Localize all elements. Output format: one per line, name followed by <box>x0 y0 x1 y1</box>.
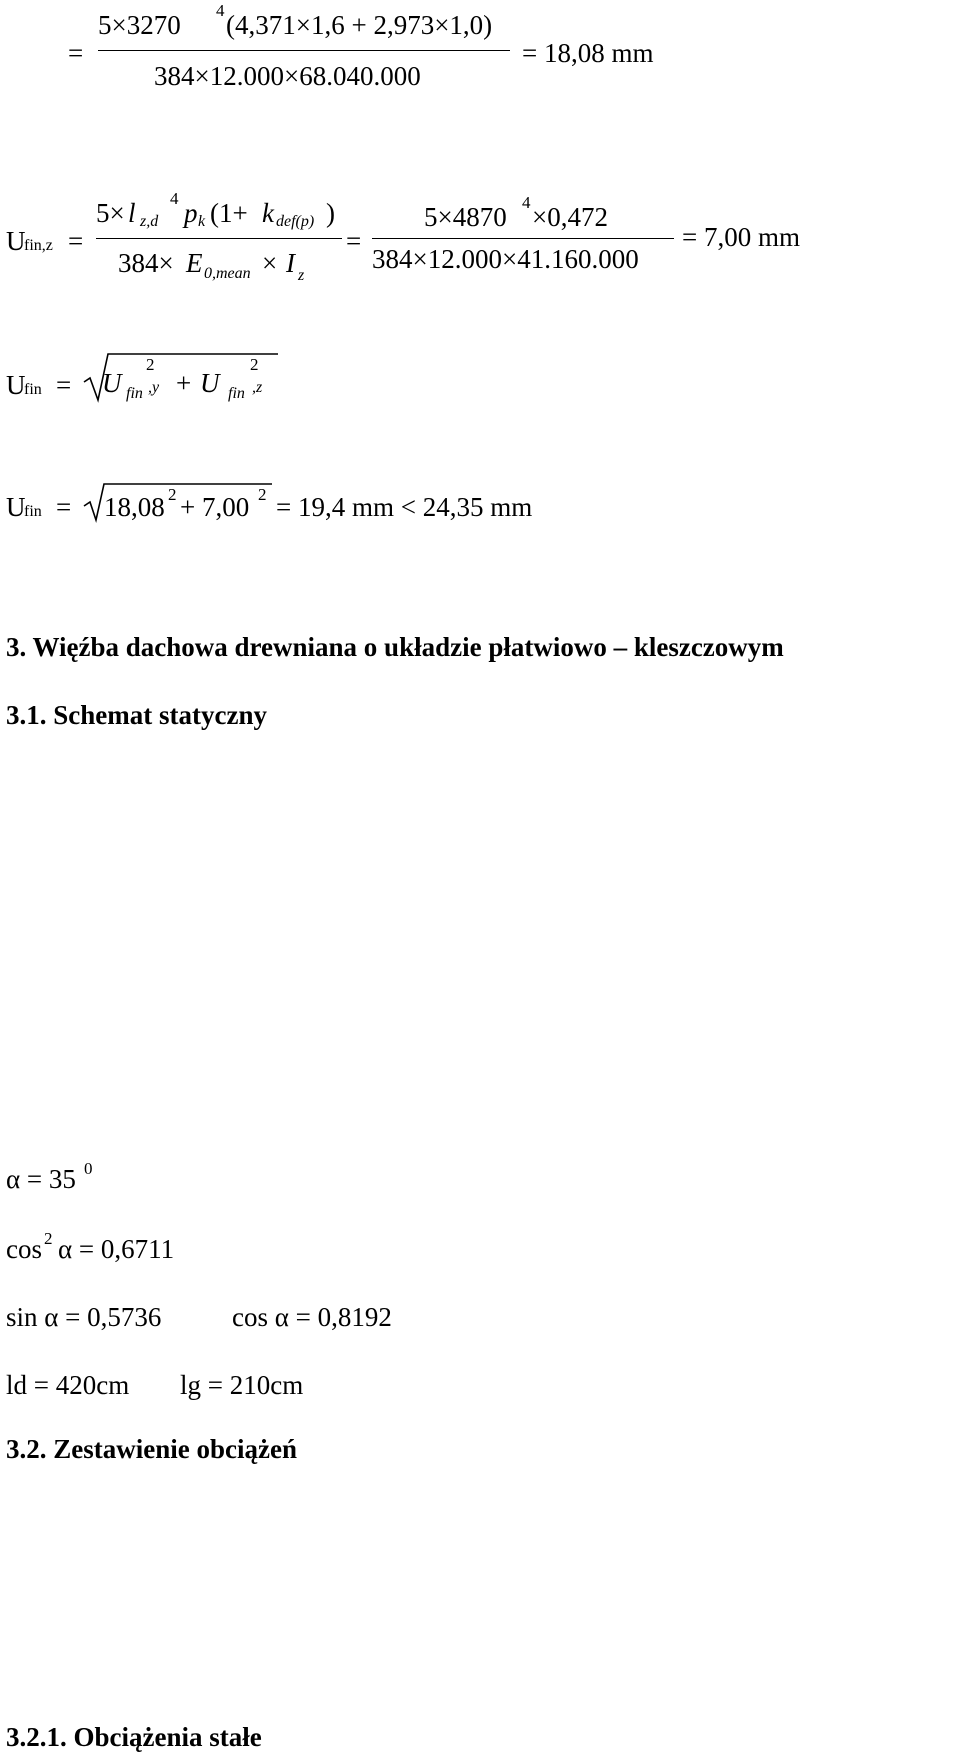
ld-line: ld = 420cm <box>6 1370 130 1400</box>
eq2-equals: = <box>68 226 84 256</box>
cos2-exponent: 2 <box>44 1229 53 1248</box>
alpha-exponent: 0 <box>84 1159 93 1178</box>
eq2-f1-five: 5× <box>96 198 125 228</box>
eq1-numerator-a: 5×3270 <box>98 10 181 40</box>
eq3-lhs: U <box>6 370 26 400</box>
eq2-f1-E: E <box>186 248 203 278</box>
eq2-result: = 7,00 mm <box>682 222 800 252</box>
eq3-u1-subscript: fin <box>126 385 143 402</box>
eq2-f1-den-384: 384× <box>118 248 174 278</box>
eq2-f2-numerator-a: 5×4870 <box>424 202 507 232</box>
eq1-denominator: 384×12.000×68.040.000 <box>154 61 421 91</box>
heading-section-3-2: 3.2. Zestawienie obciążeń <box>6 1434 297 1464</box>
eq2-f1-paren-open: (1+ <box>210 198 248 228</box>
eq3-plus: + <box>176 368 192 398</box>
eq2-f2-denominator: 384×12.000×41.160.000 <box>372 244 639 274</box>
eq3-u2-comma: ,z <box>252 379 263 396</box>
heading-section-3: 3. Więźba dachowa drewniana o układzie płatwiowo – kleszczowym <box>6 632 784 662</box>
cos2-label: cos <box>6 1234 42 1264</box>
eq2-f1-I-subscript: z <box>298 267 305 284</box>
cos-alpha-line: cos α = 0,8192 <box>232 1302 392 1332</box>
eq1-result: = 18,08 mm <box>522 38 654 68</box>
eq2-f2-numerator-b: ×0,472 <box>532 202 608 232</box>
sin-alpha-line: sin α = 0,5736 <box>6 1302 162 1332</box>
eq1-fraction-bar <box>98 50 510 51</box>
eq3-u1-exponent: 2 <box>146 355 155 374</box>
eq2-lhs-subscript: fin,z <box>24 237 53 254</box>
eq4-plus-b: + 7,00 <box>180 492 250 522</box>
eq2-f1-l-subscript: z,d <box>140 213 159 230</box>
eq4-result: = 19,4 mm < 24,35 mm <box>276 492 533 522</box>
eq3-u2-exponent: 2 <box>250 355 259 374</box>
eq3-u1-comma: ,y <box>148 379 160 396</box>
eq2-f1-times: × <box>262 248 278 278</box>
eq3-u2: U <box>200 368 220 398</box>
eq4-lhs-subscript: fin <box>24 503 42 520</box>
eq4-equals: = <box>56 492 72 522</box>
eq3-lhs-subscript: fin <box>24 381 42 398</box>
eq2-f1-p: p <box>184 198 198 228</box>
heading-section-3-1: 3.1. Schemat statyczny <box>6 700 267 730</box>
eq2-lhs: U <box>6 226 26 256</box>
eq2-f1-I: I <box>286 248 295 278</box>
eq2-f1-fraction-bar <box>96 238 342 239</box>
eq4-b-exponent: 2 <box>258 485 267 504</box>
eq2-f1-k: k <box>262 198 274 228</box>
eq2-f1-l: l <box>128 198 136 228</box>
eq2-f1-l-exponent: 4 <box>170 189 179 208</box>
eq2-mid-equals: = <box>346 226 362 256</box>
cos2-value: α = 0,6711 <box>58 1234 175 1264</box>
eq4-a: 18,08 <box>104 492 165 522</box>
eq3-u1: U <box>102 368 122 398</box>
eq2-f2-numerator-exponent: 4 <box>522 193 531 212</box>
eq2-f1-p-subscript: k <box>198 213 206 230</box>
eq3-u2-subscript: fin <box>228 385 245 402</box>
eq2-f1-k-subscript: def(p) <box>276 213 315 230</box>
eq2-f1-paren-close: ) <box>326 198 335 228</box>
eq1-numerator-exponent: 4 <box>216 1 225 20</box>
alpha-value: α = 35 <box>6 1164 76 1194</box>
eq1-numerator-b: (4,371×1,6 + 2,973×1,0) <box>226 10 493 40</box>
eq1-equals: = <box>68 38 84 68</box>
eq2-f2-fraction-bar <box>372 238 674 239</box>
lg-line: lg = 210cm <box>180 1370 304 1400</box>
eq4-lhs: U <box>6 492 26 522</box>
eq2-f1-E-subscript: 0,mean <box>204 265 251 282</box>
eq4-a-exponent: 2 <box>168 485 177 504</box>
heading-section-3-2-1: 3.2.1. Obciążenia stałe <box>6 1722 262 1752</box>
eq3-equals: = <box>56 370 72 400</box>
